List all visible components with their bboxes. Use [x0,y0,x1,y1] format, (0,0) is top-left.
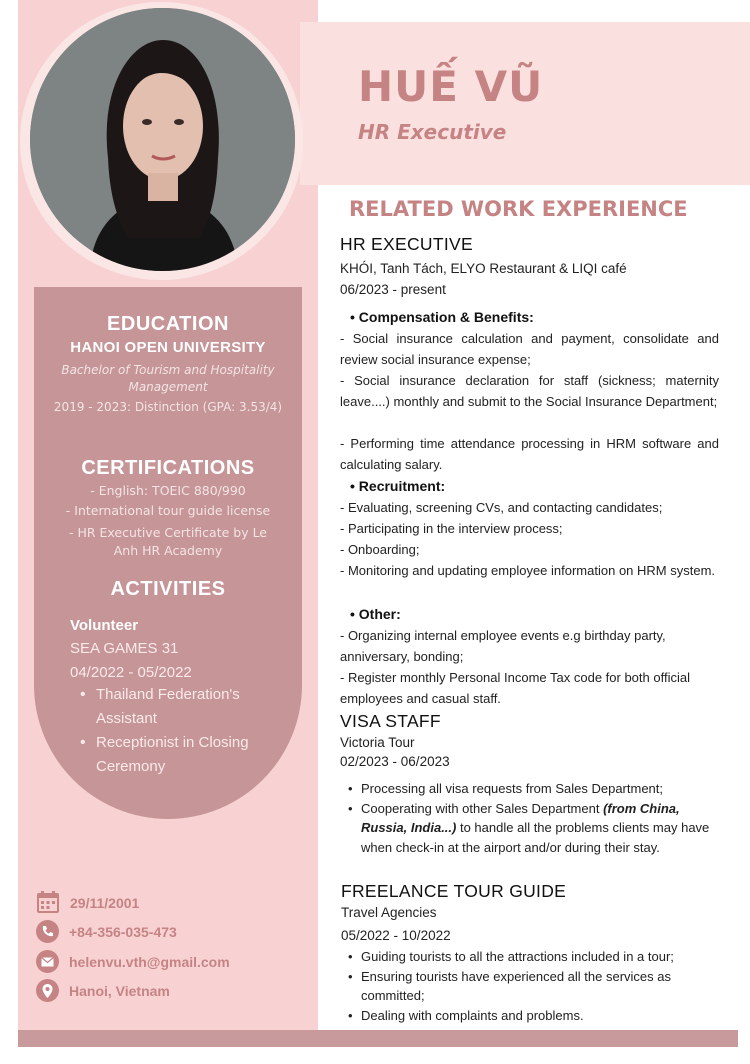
duty-item: • Ensuring tourists have experienced all the services as committed; [346,967,718,1006]
subheading-text: Recruitment: [358,478,446,494]
experience-heading: RELATED WORK EXPERIENCE [349,197,688,221]
duty: - Register monthly Personal Income Tax code for both official employees and casual staff. [340,670,690,706]
candidate-name: HUẾ VŨ [358,62,544,111]
company: Victoria Tour [340,735,415,750]
duty: - Social insurance declaration for staff (sickness; maternity leave....) monthly and submit to the Social Insurance Department; [340,373,719,409]
activity-title: Volunteer [70,617,139,634]
activity-item: • Receptionist in Closing Ceremony [70,731,294,779]
profile-photo [30,8,295,271]
subheading: • Compensation & Benefits: [350,309,534,325]
duty-text: to handle all the problems clients may have when check-in at the airport and/or during their stay. [361,820,710,855]
duty: - Evaluating, screening CVs, and contacting candidates; [340,500,663,515]
email-icon [36,950,59,973]
calendar-icon [36,891,60,914]
subheading-text: Compensation & Benefits: [358,309,534,325]
duty-emphasis: (from China, Russia, India...) [361,800,680,835]
period: 02/2023 - 06/2023 [340,754,450,769]
birthday-row [36,891,139,914]
certification-item: - International tour guide license [65,503,271,518]
activity-list [70,683,294,779]
job-title: FREELANCE TOUR GUIDE [341,881,567,901]
company: KHÓI, Tanh Tách, ELYO Restaurant & LIQI café [340,261,627,276]
duty-item: • Guiding tourists to all the attractions included in a tour; [346,947,718,967]
education-result: 2019 - 2023: Distinction (GPA: 3.53/4) [53,400,283,414]
location-pin-icon [36,979,59,1002]
duty: - Performing time attendance processing in HRM software and calculating salary. [340,436,719,472]
birthday-text: 29/11/2001 [70,894,140,911]
duty: - Participating in the interview process; [340,521,563,536]
duty-list [346,779,718,857]
duty-item: • Processing all visa requests from Sales Department; [346,779,718,799]
info-panel [34,287,302,819]
bottom-bar [18,1030,738,1047]
subheading: • Recruitment: [350,478,446,494]
location-text: Hanoi, Vietnam [69,982,170,999]
certification-item: - HR Executive Certificate by Le Anh HR Academy [68,525,268,558]
certification-item: - English: TOEIC 880/990 [90,483,246,498]
duty: - Monitoring and updating employee information on HRM system. [340,563,716,578]
phone-icon [36,920,59,943]
activity-item: • Thailand Federation's Assistant [70,683,294,731]
duty: - Organizing internal employee events e.g birthday party, anniversary, bonding; [340,628,666,664]
location-row [36,979,170,1002]
duty-text: Cooperating with other Sales Department [361,800,604,816]
job-title: HR EXECUTIVE [340,234,473,254]
period: 06/2023 - present [340,282,446,297]
company: Travel Agencies [341,905,437,920]
activities-heading: ACTIVITIES [110,578,226,600]
email-row [36,950,230,973]
subheading-text: Other: [358,606,401,622]
job-title: VISA STAFF [340,711,441,731]
certifications-heading: CERTIFICATIONS [81,457,255,479]
degree: Bachelor of Tourism and Hospitality Management [61,363,275,394]
activity-period: 04/2022 - 05/2022 [70,664,192,681]
duty-item [346,799,718,858]
duty: - Onboarding; [340,542,420,557]
job-role: HR Executive [358,120,507,144]
school-name: HANOI OPEN UNIVERSITY [70,339,266,356]
duty-list [346,947,718,1025]
duty-item: • Dealing with complaints and problems. [346,1006,718,1026]
duty: - Social insurance calculation and payment, consolidate and review social insurance expense; [340,331,719,367]
phone-text[interactable]: +84-356-035-473 [69,923,177,940]
activity-event: SEA GAMES 31 [70,640,179,657]
email-text[interactable]: helenvu.vth@gmail.com [69,953,230,970]
phone-row [36,920,177,943]
education-heading: EDUCATION [107,313,229,335]
period: 05/2022 - 10/2022 [341,928,451,943]
subheading: • Other: [350,606,401,622]
